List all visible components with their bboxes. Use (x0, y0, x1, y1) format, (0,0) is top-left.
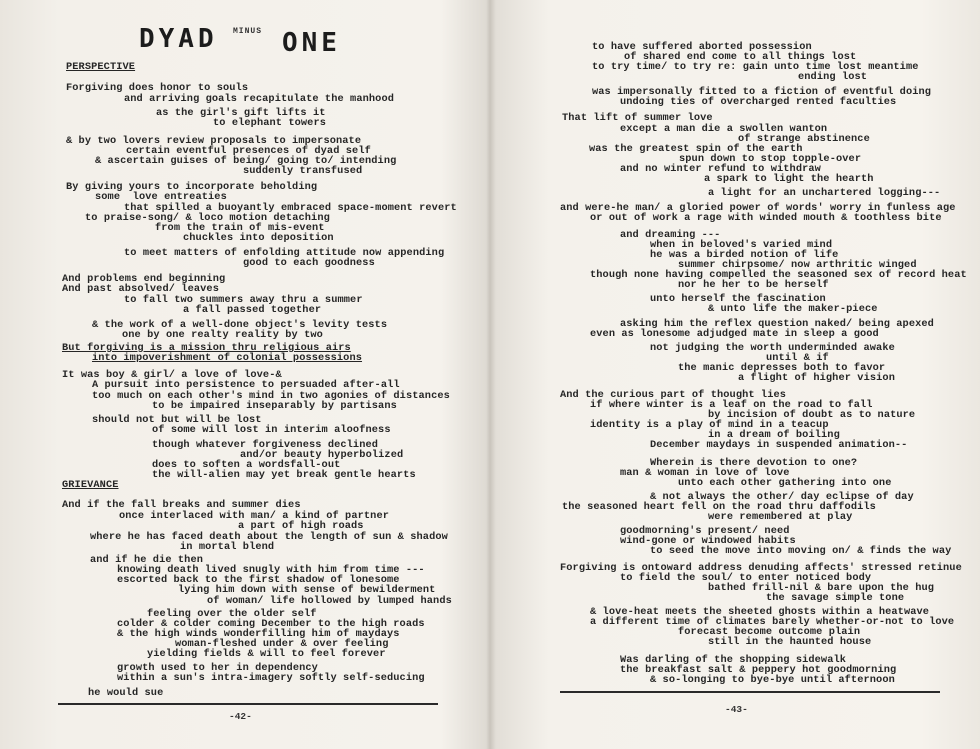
poem-line: too much on each other's mind in two agonies of distances (92, 390, 450, 402)
poem-line: By giving yours to incorporate beholding (66, 181, 318, 193)
poem-line: forecast become outcome plain (678, 626, 861, 638)
poem-line: suddenly transfused (243, 165, 363, 177)
poem-line: yielding fields & will to feel forever (147, 648, 386, 660)
poem-line: And if the fall breaks and summer dies (62, 499, 301, 511)
poem-line: summer chirpsome/ now arthritic winged (678, 259, 917, 271)
poem-line: Wherein is there devotion to one? (650, 457, 858, 469)
poem-line: And past absolved/ leaves (62, 283, 219, 295)
poem-line: and arriving goals recapitulate the manhood (124, 93, 395, 105)
poem-line: goodmorning's present/ need (620, 525, 790, 537)
section-heading: PERSPECTIVE (66, 61, 136, 73)
poem-line: was impersonally fitted to a fiction of eventful doing (592, 86, 932, 98)
poem-line: though none having compelled the seasoned sex of record heat (590, 269, 967, 281)
poem-line: that spilled a buoyantly embraced space-moment revert (124, 202, 457, 214)
poem-line: of woman/ life hollowed by lumped hands (207, 595, 452, 607)
poem-line: and dreaming --- (620, 229, 721, 241)
poem-line: December maydays in suspended animation-- (650, 439, 908, 451)
poem-line: was the greatest spin of the earth (589, 143, 803, 155)
poem-line: and/or beauty hyperbolized (240, 449, 404, 461)
poem-line: and no winter refund to withdraw (620, 163, 821, 175)
poem-line: does to soften a wordsfall-out (152, 459, 341, 471)
poem-line: & ascertain guises of being/ going to/ intending (95, 155, 397, 167)
poem-line: the savage simple tone (766, 592, 905, 604)
poem-line: a different time of climates barely whether-or-not to love (590, 616, 955, 628)
poem-line: unto herself the fascination (650, 293, 826, 305)
section-heading: GRIEVANCE (62, 479, 119, 491)
poem-line: growth used to her in dependency (117, 662, 318, 674)
poem-line: of shared end come to all things lost (624, 51, 857, 63)
poem-line: a fall passed together (183, 304, 322, 316)
poem-line: man & woman in love of love (620, 467, 790, 479)
poem-line: colder & colder coming December to the high roads (117, 618, 425, 630)
footer-rule (58, 703, 438, 705)
poem-line: & the high winds wonderfilling him of maydays (117, 628, 400, 640)
poem-line: until & if (766, 352, 829, 364)
poem-line: to be impaired inseparably by partisans (152, 400, 397, 412)
poem-line: & so-longing to bye-bye until afternoon (650, 674, 895, 686)
title-dyad: DYAD (139, 24, 218, 54)
poem-line: the seasoned heart fell on the road thru daffodils (562, 501, 876, 513)
poem-line: were remembered at play (708, 511, 853, 523)
poem-line: A pursuit into persistence to persuaded after-all (92, 379, 400, 391)
poem-line: unto each other gathering into one (678, 477, 892, 489)
poem-line: or out of work a rage with winded mouth & toothless bite (590, 212, 942, 224)
poem-line: to praise-song/ & loco motion detaching (85, 212, 330, 224)
poem-line: identity is a play of mind in a teacup (590, 419, 829, 431)
poem-line: the breakfast salt & peppery hot goodmorning (620, 664, 897, 676)
poem-line: escorted back to the first shadow of lonesome (117, 574, 400, 586)
poem-line: if where winter is a leaf on the road to fall (590, 399, 873, 411)
poem-line: one by one realty reality by two (122, 329, 323, 341)
poem-line: nor he her to be herself (678, 279, 829, 291)
poem-line: by incision of doubt as to nature (708, 409, 916, 421)
page-number-left: -42- (229, 711, 252, 722)
poem-line: as the girl's gift lifts it (156, 107, 326, 119)
right-page (492, 0, 980, 749)
poem-line: And the curious part of thought lies (560, 389, 787, 401)
poem-line: good to each goodness (243, 257, 375, 269)
poem-line: though whatever forgiveness declined (152, 439, 379, 451)
poem-line: That lift of summer love (562, 112, 713, 124)
poem-line: Forgiving is ontoward address denuding affects' stressed retinue (560, 562, 962, 574)
poem-line: spun down to stop topple-over (679, 153, 862, 165)
section-heading: into impoverishment of colonial possessions (92, 352, 363, 364)
title-minus: MINUS (233, 27, 263, 36)
poem-line: and were-he man/ a gloried power of words' worry in funless age (560, 202, 956, 214)
poem-line: Forgiving does honor to souls (66, 82, 249, 94)
poem-line: of strange abstinence (738, 133, 870, 145)
poem-line: should not but will be lost (92, 414, 262, 426)
poem-line: of some will lost in interim aloofness (152, 424, 391, 436)
poem-line: the manic depresses both to favor (678, 362, 886, 374)
poem-line: once interlaced with man/ a kind of partner (119, 510, 390, 522)
poem-line: when in beloved's varied mind (650, 239, 833, 251)
poem-line: a flight of higher vision (738, 372, 895, 384)
poem-line: to fall two summers away thru a summer (124, 294, 363, 306)
poem-line: to try time/ to try re: gain unto time lost meantime (592, 61, 919, 73)
poem-line: And problems end beginning (62, 273, 226, 285)
poem-line: in a dream of boiling (708, 429, 840, 441)
poem-line: & not always the other/ day eclipse of day (650, 491, 914, 503)
poem-line: within a sun's intra-imagery softly self-seducing (117, 672, 425, 684)
poem-line: asking him the reflex question naked/ being apexed (620, 318, 934, 330)
poem-line: undoing ties of overcharged rented faculties (620, 96, 897, 108)
poem-line: a part of high roads (238, 520, 364, 532)
poem-line: & love-heat meets the sheeted ghosts within a heatwave (590, 606, 930, 618)
poem-line: ending lost (798, 71, 868, 83)
poem-line: even as lonesome adjudged mate in sleep a good (590, 328, 879, 340)
poem-line: wind-gone or windowed habits (620, 535, 796, 547)
poem-line: still in the haunted house (708, 636, 872, 648)
footer-rule (560, 691, 940, 693)
poem-line: a spark to light the hearth (704, 173, 874, 185)
poem-line: Was darling of the shopping sidewalk (620, 654, 847, 666)
poem-line: and if he die then (90, 554, 204, 566)
poem-line: a light for an unchartered logging--- (708, 187, 941, 199)
poem-line: he would sue (88, 687, 164, 699)
poem-line: not judging the worth underminded awake (650, 342, 895, 354)
poem-line: & unto life the maker-piece (708, 303, 878, 315)
poem-line: chuckles into deposition (183, 232, 334, 244)
poem-line: to seed the move into moving on/ & finds the way (650, 545, 952, 557)
poem-line: to meet matters of enfolding attitude now appending (124, 247, 445, 259)
poem-line: from the train of mis-event (155, 222, 325, 234)
title-one: ONE (282, 28, 341, 58)
poem-line: to elephant towers (213, 117, 327, 129)
poem-line: to have suffered aborted possession (592, 41, 812, 53)
poem-line: feeling over the older self (147, 608, 317, 620)
poem-line: where he has faced death about the length of sun & shadow (90, 531, 448, 543)
poem-line: It was boy & girl/ a love of love-& (62, 369, 282, 381)
poem-line: lying him down with sense of bewilderment (178, 584, 436, 596)
poem-line: certain eventful presences of dyad self (126, 145, 371, 157)
section-heading: But forgiving is a mission thru religious airs (62, 342, 351, 354)
poem-line: & by two lovers review proposals to impersonate (66, 135, 362, 147)
poem-line: knowing death lived snugly with him from time --- (117, 564, 425, 576)
poem-line: except a man die a swollen wanton (620, 123, 828, 135)
poem-line: & the work of a well-done object's levity tests (92, 319, 388, 331)
poem-line: he was a birded notion of life (650, 249, 839, 261)
poem-line: bathed frill-nil & bare upon the hug (708, 582, 935, 594)
poem-line: some love entreaties (95, 191, 227, 203)
poem-line: in mortal blend (180, 541, 275, 553)
poem-line: the will-alien may yet break gentle hearts (152, 469, 416, 481)
poem-line: to field the soul/ to enter noticed body (620, 572, 872, 584)
page-number-right: -43- (725, 704, 748, 715)
poem-line: woman-fleshed under & over feeling (175, 638, 389, 650)
